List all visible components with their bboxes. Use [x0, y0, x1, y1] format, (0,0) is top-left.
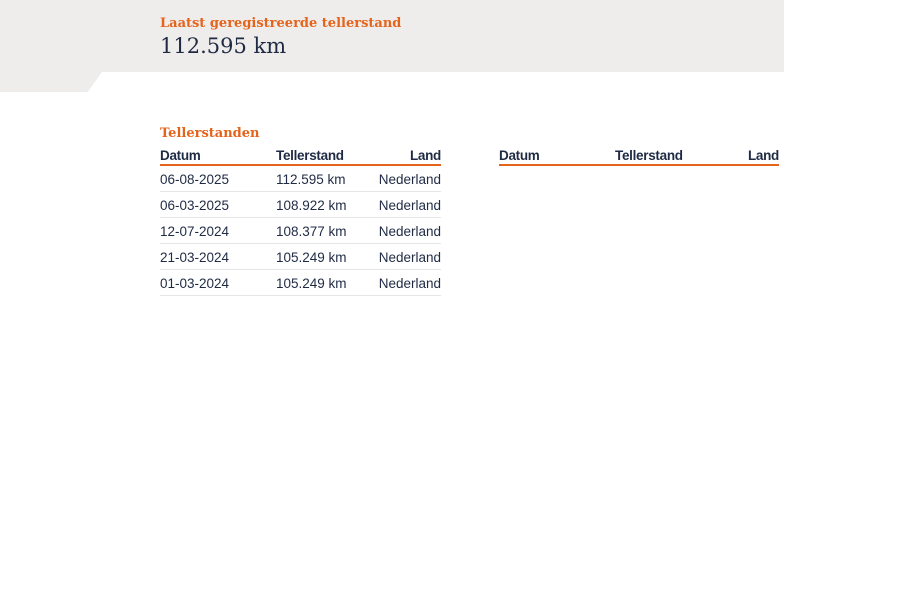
cell-date: 01-03-2024 [160, 270, 270, 296]
table-row [160, 270, 441, 296]
column-header-odometer: Tellerstand [609, 146, 711, 165]
cell-date: 21-03-2024 [160, 244, 270, 270]
column-header-country: Land [711, 146, 779, 165]
last-odometer-label: Laatst geregistreerde tellerstand [160, 16, 402, 31]
odometer-table-continued [499, 146, 779, 166]
table-row [160, 192, 441, 218]
cell-country: Nederland [372, 218, 441, 244]
header-band-tail [0, 72, 102, 92]
table-row [160, 244, 441, 270]
column-header-date: Datum [499, 146, 609, 165]
cell-odometer: 108.377 km [270, 218, 372, 244]
column-header-date: Datum [160, 146, 270, 165]
table-header-row [499, 146, 779, 165]
cell-odometer: 105.249 km [270, 244, 372, 270]
cell-country: Nederland [372, 165, 441, 192]
cell-country: Nederland [372, 192, 441, 218]
cell-odometer: 105.249 km [270, 270, 372, 296]
cell-date: 12-07-2024 [160, 218, 270, 244]
table-header-row [160, 146, 441, 165]
cell-country: Nederland [372, 244, 441, 270]
cell-date: 06-03-2025 [160, 192, 270, 218]
table-row [160, 218, 441, 244]
odometer-table [160, 146, 441, 296]
cell-date: 06-08-2025 [160, 165, 270, 192]
cell-odometer: 112.595 km [270, 165, 372, 192]
odometer-section-title: Tellerstanden [160, 126, 260, 141]
column-header-odometer: Tellerstand [270, 146, 372, 165]
table-row [160, 165, 441, 192]
last-odometer-value: 112.595 km [160, 34, 287, 58]
column-header-country: Land [372, 146, 441, 165]
cell-country: Nederland [372, 270, 441, 296]
header-band [0, 0, 784, 72]
cell-odometer: 108.922 km [270, 192, 372, 218]
